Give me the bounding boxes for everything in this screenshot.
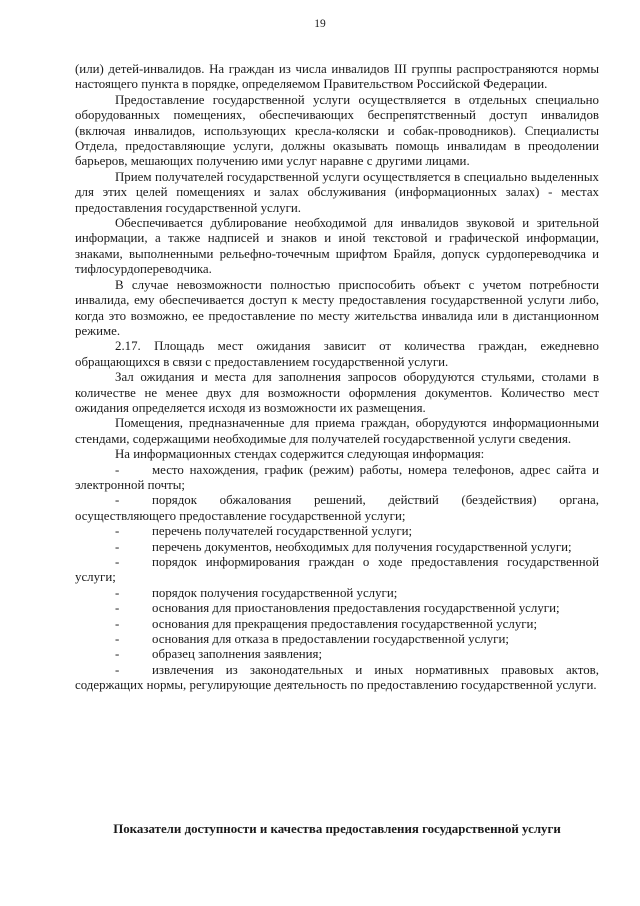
list-marker: -	[115, 662, 120, 677]
paragraph: На информационных стендах содержится следующая информация:	[115, 447, 485, 462]
list-item	[75, 647, 599, 662]
paragraph: 2.17. Площадь мест ожидания зависит от количества граждан, ежедневно обращающихся в связи с предоставлением государственной услуги.	[75, 339, 599, 369]
list-item-text: образец заполнения заявления;	[152, 647, 323, 662]
list-item	[75, 524, 599, 539]
document-body	[75, 62, 599, 694]
list-item	[75, 663, 599, 694]
paragraph: Зал ожидания и места для заполнения запросов оборудуются стульями, столами в количестве не менее двух для возможности оформления документов. Количество мест ожидания определяется исходя из возможности их размещения.	[75, 370, 599, 415]
list-marker: -	[115, 524, 120, 539]
list-item	[75, 586, 599, 601]
list-item	[75, 493, 599, 524]
list-marker: -	[115, 632, 120, 647]
section-heading: Показатели доступности и качества предоставления государственной услуги	[113, 822, 561, 836]
list-item-text: извлечения из законодательных и иных нормативных правовых актов, содержащих нормы, регулирующие деятельность по предоставлению государственной услуги.	[75, 662, 599, 693]
paragraph: Предоставление государственной услуги осуществляется в отдельных специально оборудованных помещениях, обеспечивающих беспрепятственный доступ инвалидов (включая инвалидов, использующих кресла-коляски и собак-проводников). Специалисты Отдела, предоставляющие услуги, должны оказывать помощь инвалидам в преодолении барьеров, мешающих получению ими услуг наравне с другими лицами.	[75, 92, 599, 169]
list-item	[75, 632, 599, 647]
list-item-text: основания для отказа в предоставлении государственной услуги;	[152, 632, 509, 647]
list-marker: -	[115, 601, 120, 616]
paragraph: Прием получателей государственной услуги осуществляется в специально выделенных для этих целей помещениях и залах обслуживания (информационных залах) - местах предоставления государственной услуги.	[75, 169, 599, 215]
list-marker: -	[115, 555, 120, 569]
list-marker: -	[115, 539, 120, 554]
info-list	[75, 463, 599, 694]
list-item	[75, 601, 599, 616]
list-item-text: перечень документов, необходимых для получения государственной услуги;	[152, 539, 572, 554]
paragraph: Помещения, предназначенные для приема граждан, оборудуются информационными стендами, содержащими необходимые для получателей государственной услуги сведения.	[75, 416, 599, 446]
paragraph: Обеспечивается дублирование необходимой для инвалидов звуковой и зрительной информации, а также надписей и знаков и иной текстовой и графической информации, знаками, выполненными рельефно-точечным шрифтом Брайля, допуск сурдопереводчика и тифлосурдопереводчика.	[75, 216, 599, 277]
list-marker: -	[115, 616, 120, 631]
list-item-text: основания для прекращения предоставления государственной услуги;	[152, 616, 538, 631]
paragraph: (или) детей-инвалидов. На граждан из числа инвалидов III группы распространяются нормы настоящего пункта в порядке, определяемом Правительством Российской Федерации.	[75, 62, 599, 92]
list-item	[75, 463, 599, 494]
page-number: 19	[314, 18, 326, 30]
list-item	[75, 617, 599, 632]
list-marker: -	[115, 493, 120, 508]
list-item-text: порядок обжалования решений, действий (бездействия) органа, осуществляющего предоставление государственной услуги;	[75, 493, 599, 523]
list-item-text: основания для приостановления предоставления государственной услуги;	[152, 601, 560, 616]
list-item-text: порядок получения государственной услуги;	[152, 585, 398, 600]
list-item	[75, 540, 599, 555]
list-marker: -	[115, 462, 120, 477]
list-item-text: порядок информирования граждан о ходе предоставления государственной услуги;	[75, 555, 599, 585]
list-marker: -	[115, 585, 120, 600]
list-item-text: место нахождения, график (режим) работы, номера телефонов, адрес сайта и электронной почты;	[75, 462, 599, 492]
paragraph: В случае невозможности полностью приспособить объект с учетом потребности инвалида, ему обеспечивается доступ к месту предоставления государственной услуги либо, когда это возможно, ее предоставление по месту жительства инвалида или в дистанционном режиме.	[75, 277, 599, 338]
list-item	[75, 555, 599, 586]
list-marker: -	[115, 647, 120, 662]
list-item-text: перечень получателей государственной услуги;	[152, 524, 413, 539]
